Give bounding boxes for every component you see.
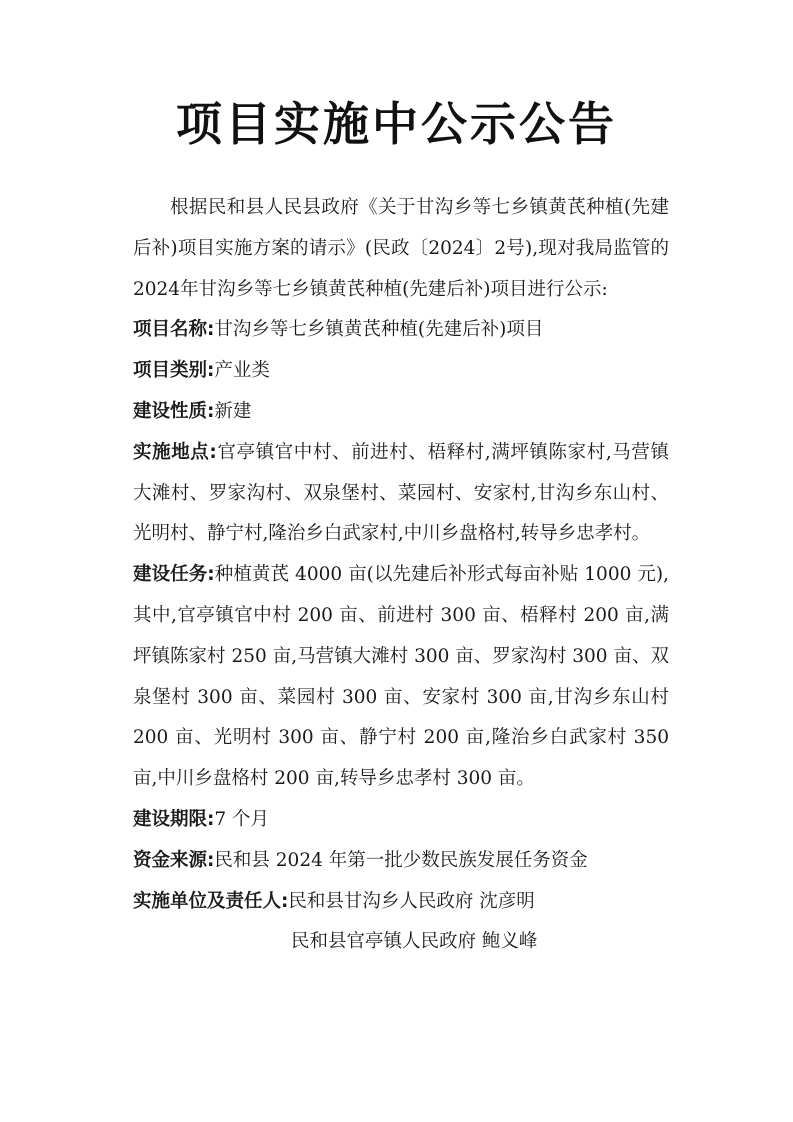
field-value: 产业类 (214, 360, 270, 382)
field-value: 新建 (214, 400, 252, 422)
field-value: 种植黄芪 4000 亩(以先建后补形式每亩补贴 1000 元),其中,官亭镇官中村 200 亩、前进村 300 亩、梧释村 200 亩,满坪镇陈家村 250 亩,马营镇大滩村 300 亩、罗家沟村 300 亩、双泉堡村 300 亩、菜园村 300 亩、安家村 300 亩,甘沟乡东山村 200 亩、光明村 300 亩、静宁村 200 亩,隆治乡白武家村 350 亩,中川乡盘格村 200 亩,转导乡忠孝村 300 亩。 (133, 564, 669, 790)
field-value: 民和县甘沟乡人民政府 沈彦明 (288, 890, 535, 912)
page-title: 项目实施中公示公告 (176, 97, 617, 151)
field-label: 建设期限: (133, 808, 215, 830)
field-value: 甘沟乡等七乡镇黄芪种植(先建后补)项目 (214, 319, 544, 341)
field-construction-task (133, 555, 669, 800)
field-value: 民和县 2024 年第一批少数民族发展任务资金 (214, 849, 588, 871)
field-construction-nature (133, 392, 669, 433)
field-label: 实施地点: (133, 441, 217, 463)
field-project-category (133, 351, 669, 392)
field-value: 7 个月 (214, 808, 270, 830)
field-label: 项目名称: (133, 319, 215, 341)
field-responsible-unit (133, 882, 669, 923)
intro-paragraph: 根据民和县人民县政府《关于甘沟乡等七乡镇黄芪种植(先建后补)项目实施方案的请示》(民政〔2024〕2号),现对我局监管的2024年甘沟乡等七乡镇黄芪种植(先建后补)项目进行公示: (133, 197, 669, 300)
field-project-name (133, 310, 669, 351)
document-body (133, 188, 669, 963)
field-label: 建设任务: (133, 564, 215, 586)
field-location (133, 433, 669, 555)
field-value: 官亭镇官中村、前进村、梧释村,满坪镇陈家村,马营镇大滩村、罗家沟村、双泉堡村、菜园村、安家村,甘沟乡东山村、光明村、静宁村,隆治乡白武家村,中川乡盘格村,转导乡忠孝村。 (133, 441, 669, 545)
field-label: 项目类别: (133, 360, 215, 382)
field-fund-source (133, 841, 669, 882)
field-label: 实施单位及责任人: (133, 890, 289, 912)
field-label: 建设性质: (133, 400, 215, 422)
field-label: 资金来源: (133, 849, 215, 871)
field-construction-period (133, 800, 669, 841)
second-responsible-unit: 民和县官亭镇人民政府 鲍义峰 (291, 931, 538, 953)
